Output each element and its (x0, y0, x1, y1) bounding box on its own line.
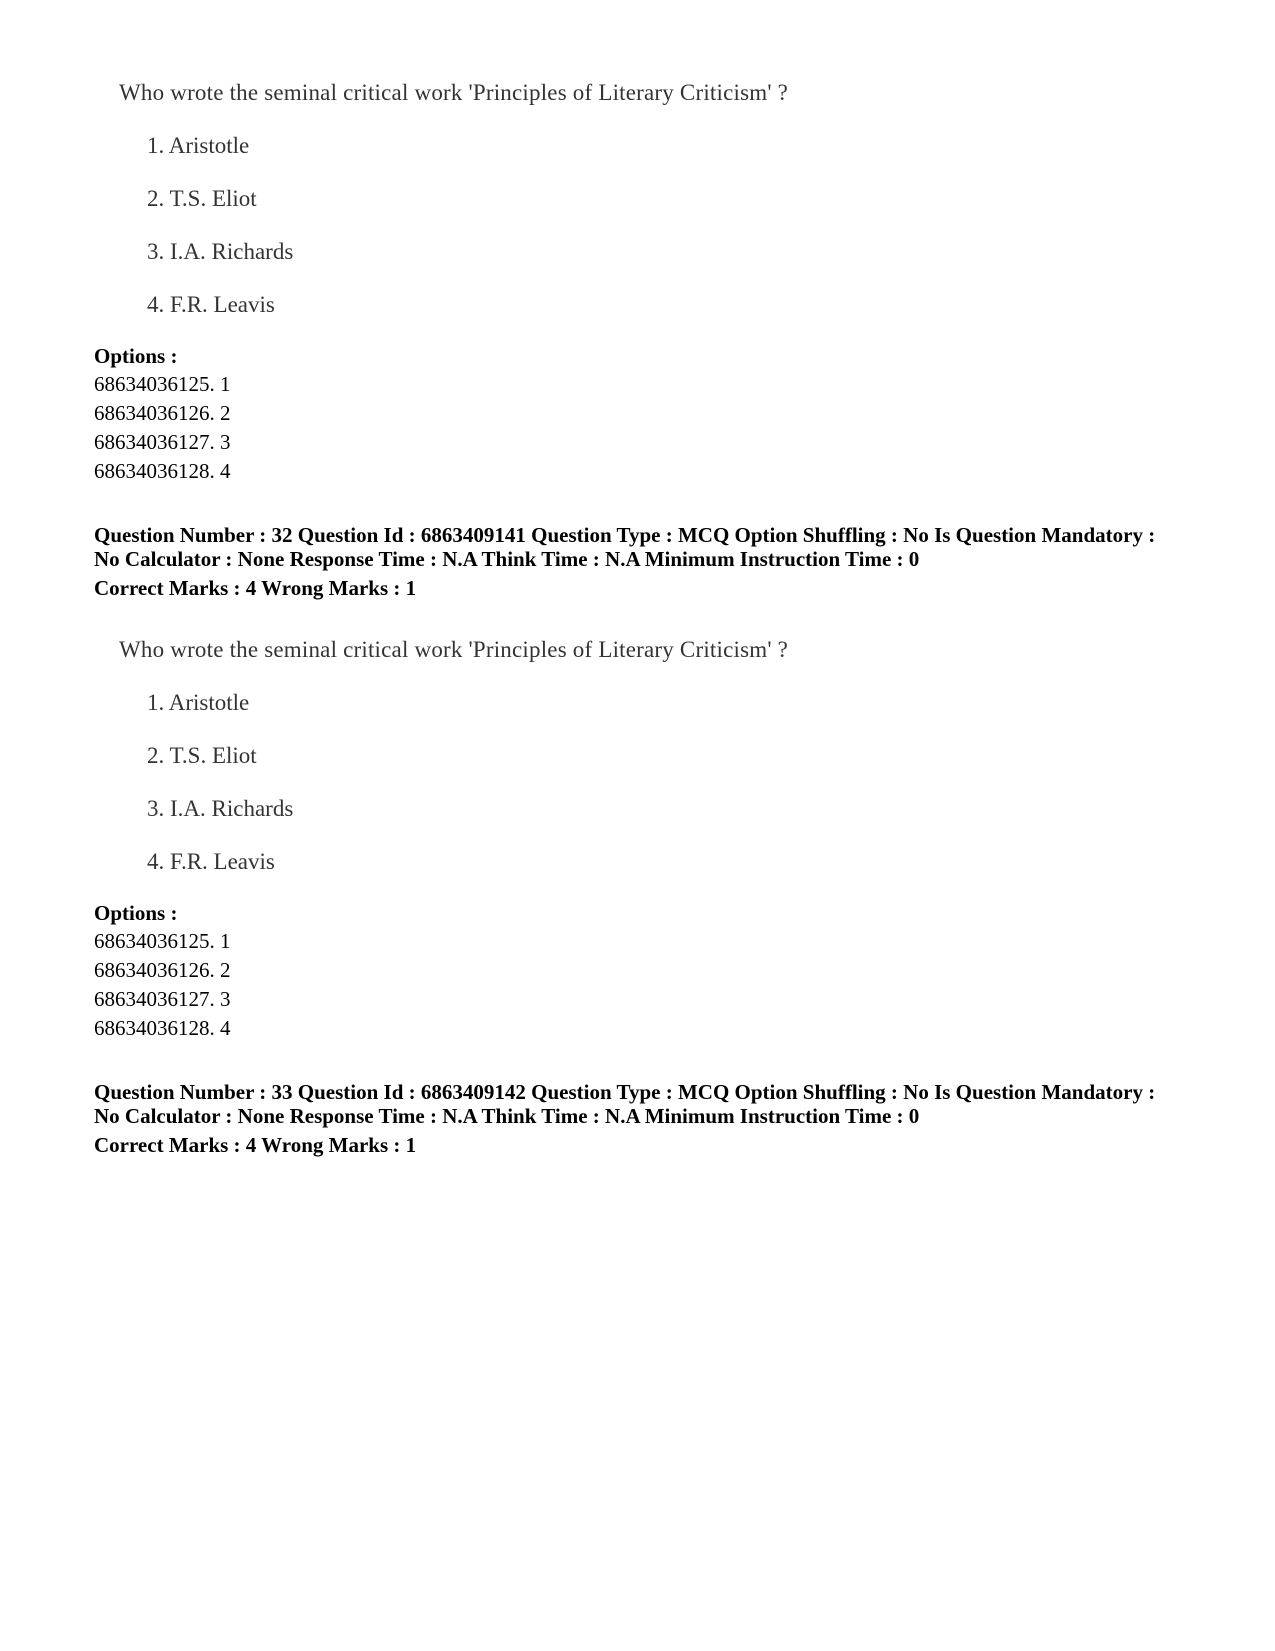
choice-4: 4. F.R. Leavis (147, 849, 275, 874)
option-row: 68634036125. 1 (94, 372, 231, 396)
option-row: 68634036125. 1 (94, 929, 231, 953)
question-meta-line-2: No Calculator : None Response Time : N.A Think Time : N.A Minimum Instruction Time : 0 (94, 1104, 920, 1128)
question-text: Who wrote the seminal critical work 'Principles of Literary Criticism' ? (119, 637, 789, 662)
choice-1: 1. Aristotle (147, 133, 250, 158)
choice-1: 1. Aristotle (147, 690, 250, 715)
option-row: 68634036128. 4 (94, 459, 231, 483)
marks-line: Correct Marks : 4 Wrong Marks : 1 (94, 1133, 417, 1157)
choice-4: 4. F.R. Leavis (147, 292, 275, 317)
option-row: 68634036126. 2 (94, 958, 231, 982)
option-row: 68634036128. 4 (94, 1016, 231, 1040)
option-row: 68634036127. 3 (94, 430, 231, 454)
choice-3: 3. I.A. Richards (147, 239, 294, 264)
choice-2: 2. T.S. Eliot (147, 743, 257, 768)
option-row: 68634036126. 2 (94, 401, 231, 425)
option-row: 68634036127. 3 (94, 987, 231, 1011)
choice-2: 2. T.S. Eliot (147, 186, 257, 211)
question-meta-line-1: Question Number : 32 Question Id : 6863409141 Question Type : MCQ Option Shuffling : No Is Question Mandatory : (94, 523, 1156, 547)
marks-line: Correct Marks : 4 Wrong Marks : 1 (94, 576, 417, 600)
question-meta-line-1: Question Number : 33 Question Id : 6863409142 Question Type : MCQ Option Shuffling : No Is Question Mandatory : (94, 1080, 1156, 1104)
options-heading: Options : (94, 901, 178, 925)
options-heading: Options : (94, 344, 178, 368)
choice-3: 3. I.A. Richards (147, 796, 294, 821)
question-meta-line-2: No Calculator : None Response Time : N.A Think Time : N.A Minimum Instruction Time : 0 (94, 547, 920, 571)
question-text: Who wrote the seminal critical work 'Principles of Literary Criticism' ? (119, 80, 789, 105)
